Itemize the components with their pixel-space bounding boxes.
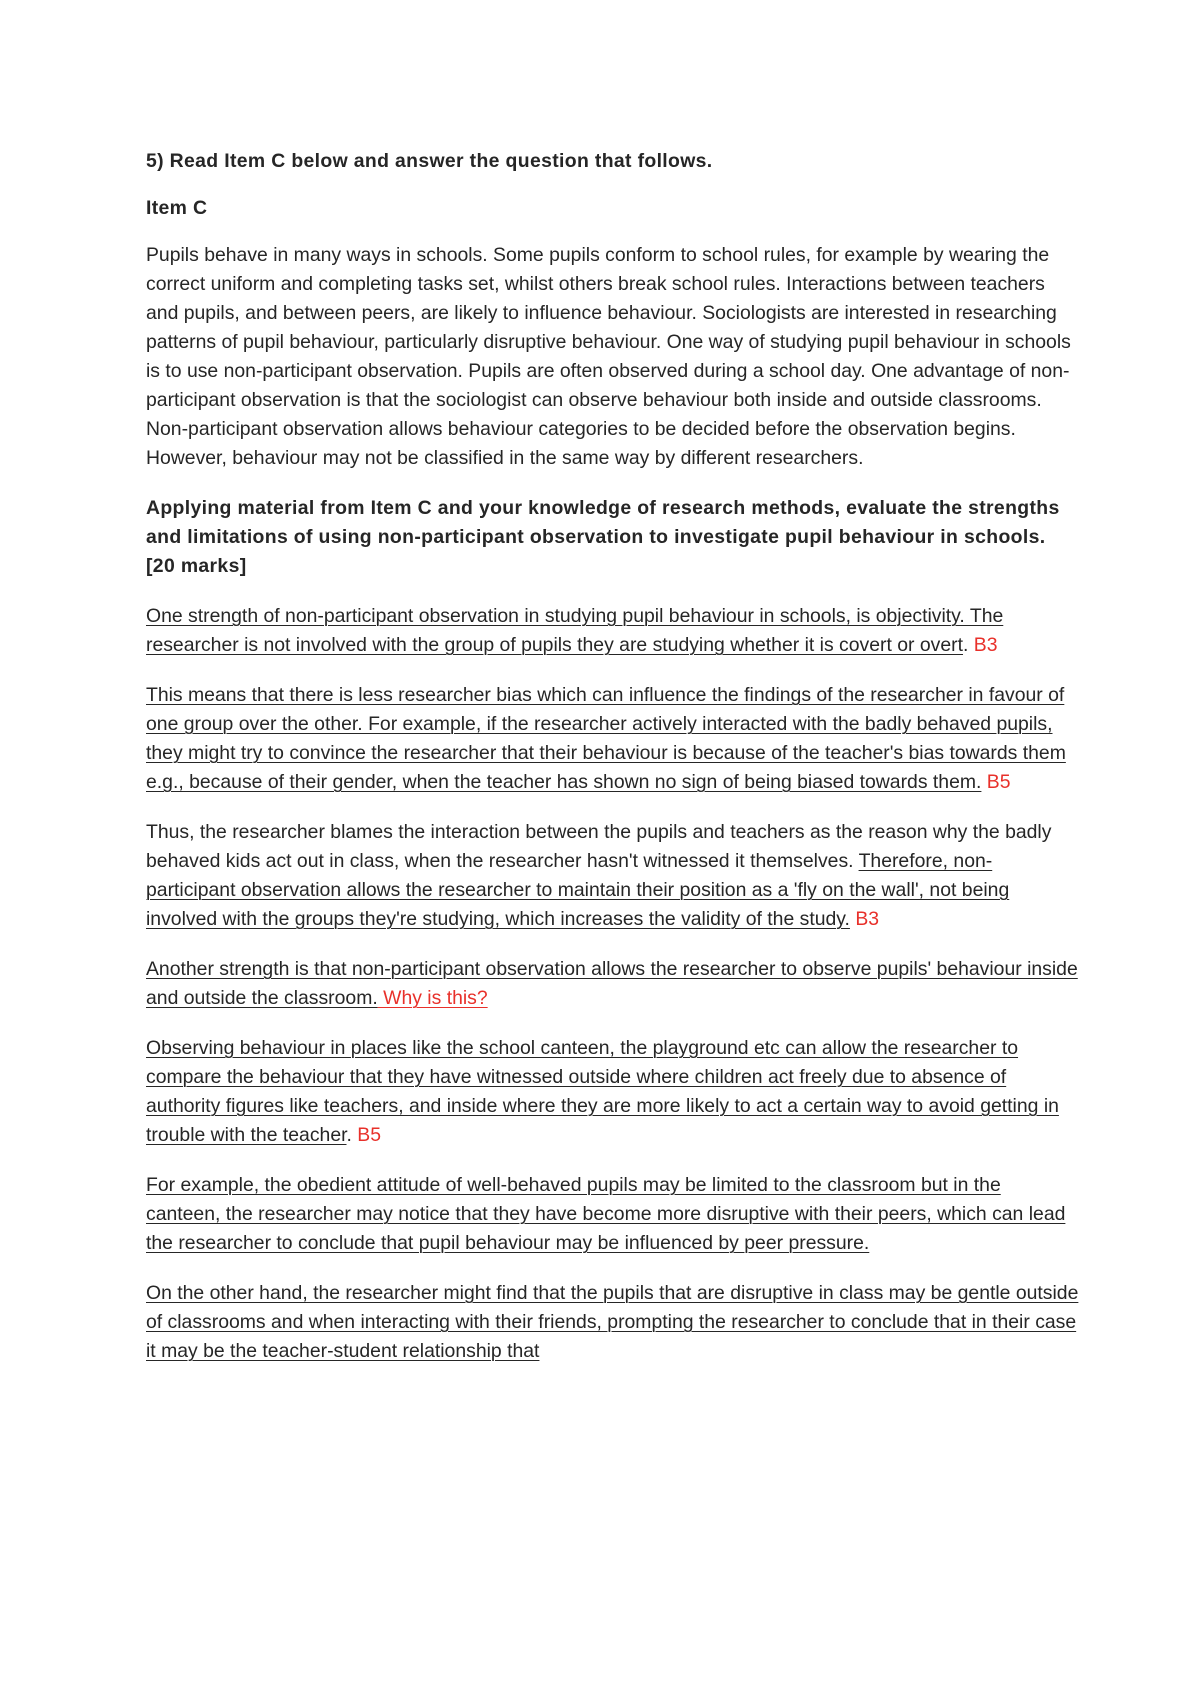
answer-text: Observing behaviour in places like the school canteen, the playground etc can allow the researcher to compare the behaviour that they have witnessed outside where children act freely due to absence of authority figures like teachers, and inside where they are more likely to act a certain way to avoid getting in trouble with the teacher bbox=[146, 1037, 1059, 1146]
answer-punctuation: . bbox=[346, 1124, 352, 1146]
question-prompt: Applying material from Item C and your knowledge of research methods, evaluate the strengths and limitations of using non-participant observation to investigate pupil behaviour in schools. [20 marks] bbox=[146, 497, 1060, 577]
marker-comment: B5 bbox=[981, 771, 1011, 793]
answer-paragraph-3 bbox=[146, 818, 1080, 934]
answer-text: One strength of non-participant observation in studying pupil behaviour in schools, is objectivity. The researcher is not involved with the group of pupils they are studying whether it is covert or overt bbox=[146, 605, 1004, 656]
answer-paragraph-5 bbox=[146, 1034, 1080, 1150]
item-c-body: Pupils behave in many ways in schools. Some pupils conform to school rules, for example by wearing the correct uniform and completing tasks set, whilst others break school rules. Interactions between teachers and pupils, and between peers, are likely to influence behaviour. Sociologists are interested in researching patterns of pupil behaviour, particularly disruptive behaviour. One way of studying pupil behaviour in schools is to use non-participant observation. Pupils are often observed during a school day. One advantage of non-participant observation is that the sociologist can observe behaviour both inside and outside classrooms. Non-participant observation allows behaviour categories to be decided before the observation begins. However, behaviour may not be classified in the same way by different researchers. bbox=[146, 244, 1071, 469]
item-c-text bbox=[146, 241, 1080, 473]
answer-punctuation: . bbox=[962, 634, 969, 656]
answer-text: Therefore, non-participant observation allows the researcher to maintain their position as a 'fly on the wall', not being involved with the groups they're studying, which increases the validity of the study. bbox=[146, 850, 1010, 930]
answer-paragraph-1 bbox=[146, 602, 1080, 660]
marker-comment: B5 bbox=[351, 1124, 381, 1146]
answer-paragraph-6 bbox=[146, 1171, 1080, 1258]
item-label: Item C bbox=[146, 197, 208, 219]
answer-text: For example, the obedient attitude of well-behaved pupils may be limited to the classroom but in the canteen, the researcher may notice that they have become more disruptive with their peers, which can lead the researcher to conclude that pupil behaviour may be influenced by peer pressure. bbox=[146, 1174, 1066, 1254]
answer-paragraph-7 bbox=[146, 1279, 1080, 1366]
answer-paragraph-2 bbox=[146, 681, 1080, 797]
question-heading: 5) Read Item C below and answer the question that follows. bbox=[146, 150, 713, 172]
answer-text: This means that there is less researcher bias which can influence the findings of the researcher in favour of one group over the other. For example, if the researcher actively interacted with the badly behaved pupils, they might try to convince the researcher that their behaviour is because of the teacher's bias towards them e.g., because of their gender, when the teacher has shown no sign of being biased towards them. bbox=[146, 684, 1066, 793]
answer-text: On the other hand, the researcher might find that the pupils that are disruptive in class may be gentle outside of classrooms and when interacting with their friends, prompting the researcher to conclude that in their case it may be the teacher-student relationship that bbox=[146, 1282, 1079, 1362]
marker-comment: B3 bbox=[968, 634, 998, 656]
answer-paragraph-4 bbox=[146, 955, 1080, 1013]
answer-plain-text: Thus, the researcher blames the interaction between the pupils and teachers as the reason why the badly behaved kids act out in class, when the researcher hasn't witnessed it themselves. bbox=[146, 821, 1052, 872]
answer-text: Another strength is that non-participant observation allows the researcher to observe pupils' behaviour inside and outside the classroom. bbox=[146, 958, 1078, 1009]
marker-comment: Why is this? bbox=[377, 987, 488, 1009]
marker-comment: B3 bbox=[849, 908, 880, 930]
